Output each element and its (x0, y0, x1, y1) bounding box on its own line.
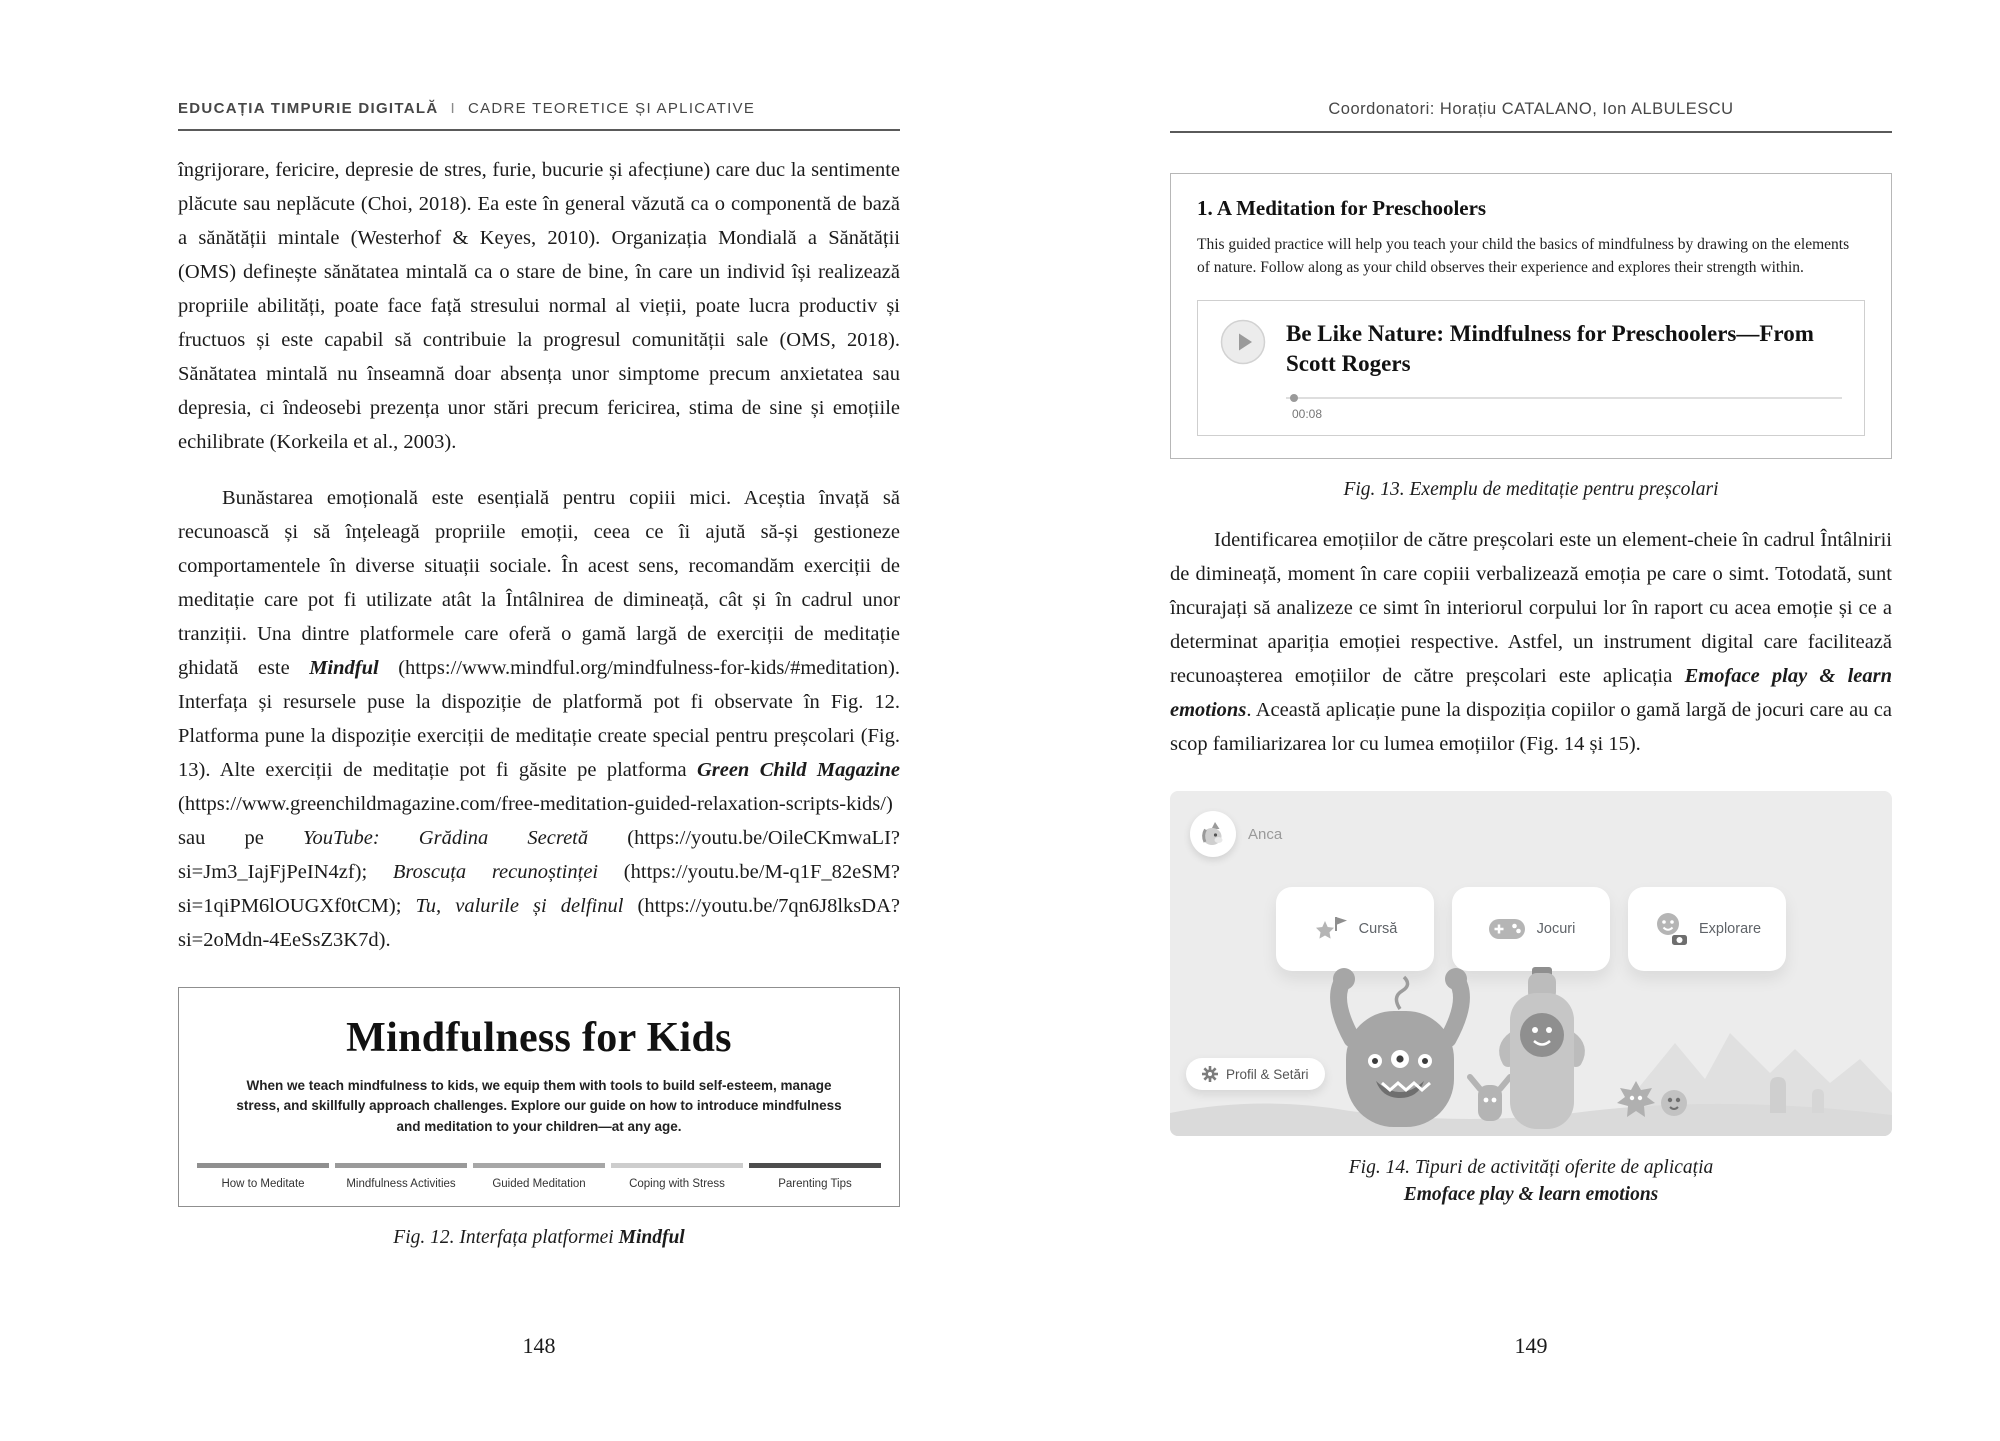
profile-settings-button[interactable] (1186, 1058, 1325, 1090)
card-label: Jocuri (1536, 921, 1576, 938)
card-cursa[interactable] (1276, 887, 1434, 971)
left-header-title: EDUCAȚIA TIMPURIE DIGITALĂ (178, 100, 439, 117)
nav-indicator-bar (473, 1163, 605, 1168)
left-header-subtitle: CADRE TEORETICE ȘI APLICATIVE (467, 100, 756, 117)
left-running-head (178, 100, 900, 131)
mindful-site-title: Mindfulness for Kids (346, 1015, 732, 1061)
tiny-monster (1470, 1077, 1510, 1121)
progress-bar[interactable] (1286, 397, 1842, 399)
card-label: Explorare (1698, 921, 1762, 938)
avatar-circle (1190, 811, 1236, 857)
nav-label: Mindfulness Activities (346, 1177, 456, 1190)
nav-indicator-bar (197, 1163, 329, 1168)
figure-14-caption-line2: Emoface play & learn emotions (1403, 1184, 1659, 1206)
right-page (1170, 100, 1892, 1441)
left-paragraph-1: îngrijorare, fericire, depresie de stres, furie, bucurie și afecțiune) care duc la sentimente plăcute sau neplăcute (Choi, 2018). Ea este în general văzută ca o componentă de bază a sănătății mintale (Westerhof & Keyes, 2010). Organizația Mondială a Sănătății (OMS) definește sănătatea mintală ca o stare de bine, în care un individ își realizează propriile abilități, poate face față stresului normal al vieții, poate lucra productiv și fructuos și este capabil să contribuie la progresul comunității sale (OMS, 2018). Sănătatea mintală nu înseamnă doar absența unor simptome precum anxietatea sau depresia, ci îndeosebi prezența unor stări precum fericirea, stima de sine și emoțiile echilibrate (Korkeila et al., 2003). (178, 159, 900, 453)
audio-player (1197, 300, 1865, 437)
mindful-nav-item-coping-with-stress[interactable] (611, 1163, 743, 1207)
right-paragraph-1: Identificarea emoțiilor de către preșcolari este un element-cheie în cadrul Întâlnirii de dimineață, moment în care copiii verbalizează emoția pe care o simt. Totodată, sunt încurajați să analizeze ce simt în interiorul corpului lor în raport cu acea emoție și ce a determinat apariția emoției respective. Astfel, un instrument digital care facilitează recunoașterea emoțiilor de către preșcolari este aplicația Emoface play & learn emotions. Această aplicație pune la dispoziția copiilor o gamă largă de jocuri care au ca scop familiarizarea lor cu lumea emoțiilor (Fig. 14 și 15). (1170, 529, 1893, 756)
left-page (178, 100, 900, 1441)
unicorn-icon (1198, 819, 1228, 849)
card-label: Cursă (1358, 921, 1398, 938)
figure-14-emoface-screenshot (1170, 791, 1892, 1136)
card-jocuri[interactable] (1452, 887, 1610, 971)
gear-icon (1202, 1066, 1218, 1082)
page-number-right: 149 (1514, 1333, 1548, 1358)
mindful-nav-item-guided-meditation[interactable] (473, 1163, 605, 1207)
page-number-left: 148 (522, 1333, 556, 1358)
figure-13-meditation-screenshot (1170, 173, 1892, 459)
nav-label: How to Meditate (221, 1177, 305, 1190)
figure-12-mindful-screenshot (178, 987, 900, 1207)
track-title: Be Like Nature: Mindfulness for Preschoolers—From Scott Rogers (1286, 320, 1814, 376)
left-paragraph-2: Bunăstarea emoțională este esențială pentru copiii mici. Aceștia învață să recunoască și să înțeleagă propriile emoții, ceea ce îi ajută să-și gestioneze comportamentele în diverse situații sociale. În acest sens, recomandăm exerciții de meditație care pot fi utilizate atât la Întâlnirea de dimineață, cât și în cadrul unor tranziții. Una dintre platformele care oferă o gamă largă de exerciții de meditație ghidată este Mindful (https://www.mindful.org/mindfulness-for-kids/#meditation). Interfața și resursele puse la dispoziție de platformă pot fi observate în Fig. 12. Platforma pune la dispoziție exerciții de meditație create special pentru preșcolari (Fig. 13). Alte exerciții de meditație pot fi găsite pe platforma Green Child Magazine (https://www.greenchildmagazine.com/free-meditation-guided-relaxation-scripts-kids/) sau pe YouTube: Grădina Secretă (https://youtu.be/OileCKmwaLI?si=Jm3_IajFjPeIN4zf); Broscuța recunoștinței (https://youtu.be/M-q1F_82eSM?si=1qiPM6lOUGXf0tCM); Tu, valurile și delfinul (https://youtu.be/7qn6J8lksDA?si=2oMdn-4EeSsZ3K7d). (178, 487, 900, 951)
nav-label: Coping with Stress (629, 1177, 725, 1190)
avatar-name: Anca (1248, 825, 1283, 843)
nav-label: Guided Meditation (492, 1177, 586, 1190)
meditation-heading: 1. A Meditation for Preschoolers (1197, 196, 1487, 220)
progress-handle[interactable] (1290, 394, 1298, 402)
face-camera-icon (1653, 911, 1689, 947)
right-running-head (1170, 100, 1892, 133)
activity-cards (1170, 887, 1892, 971)
profile-settings-label: Profil & Setări (1226, 1066, 1309, 1082)
bottle-character (1505, 967, 1579, 1129)
mindful-nav (197, 1163, 881, 1207)
monsters-illustration (1170, 961, 1892, 1136)
figure-14-caption-line1: Fig. 14. Tipuri de activități oferite de aplicația (1348, 1157, 1714, 1179)
elapsed-time: 00:08 (1292, 407, 1323, 422)
gamepad-icon (1487, 915, 1527, 943)
meditation-description: This guided practice will help you teach your child the basics of mindfulness by drawing on the elements of nature. Follow along as your child observes their experience and explores their strength within. (1197, 236, 1850, 277)
figure-12-caption: Fig. 12. Interfața platformei Mindful (393, 1227, 685, 1249)
mindful-nav-item-parenting-tips[interactable] (749, 1163, 881, 1207)
figure-14-caption (1170, 1154, 1892, 1208)
mindful-nav-item-how-to-meditate[interactable] (197, 1163, 329, 1207)
card-explorare[interactable] (1628, 887, 1786, 971)
mindful-nav-item-mindfulness-activities[interactable] (335, 1163, 467, 1207)
star-flag-icon (1313, 912, 1349, 946)
player-meta (1286, 319, 1842, 422)
play-icon (1220, 319, 1266, 365)
header-separator: I (450, 100, 456, 117)
mindful-site-description: When we teach mindfulness to kids, we equip them with tools to build self-esteem, manage stress, and skillfully approach challenges. Explore our guide on how to introduce mindfulness and meditation to your children—at any age. (236, 1078, 842, 1134)
big-monster (1333, 968, 1467, 1127)
nav-label: Parenting Tips (778, 1177, 852, 1190)
round-monster (1661, 1090, 1687, 1116)
right-header-text: Coordonatori: Horațiu CATALANO, Ion ALBULESCU (1328, 100, 1734, 118)
figure-13-caption: Fig. 13. Exemplu de meditație pentru preșcolari (1343, 479, 1719, 501)
play-button[interactable] (1220, 319, 1266, 365)
nav-indicator-bar (749, 1163, 881, 1168)
nav-indicator-bar (611, 1163, 743, 1168)
user-avatar[interactable] (1190, 811, 1282, 857)
nav-indicator-bar (335, 1163, 467, 1168)
